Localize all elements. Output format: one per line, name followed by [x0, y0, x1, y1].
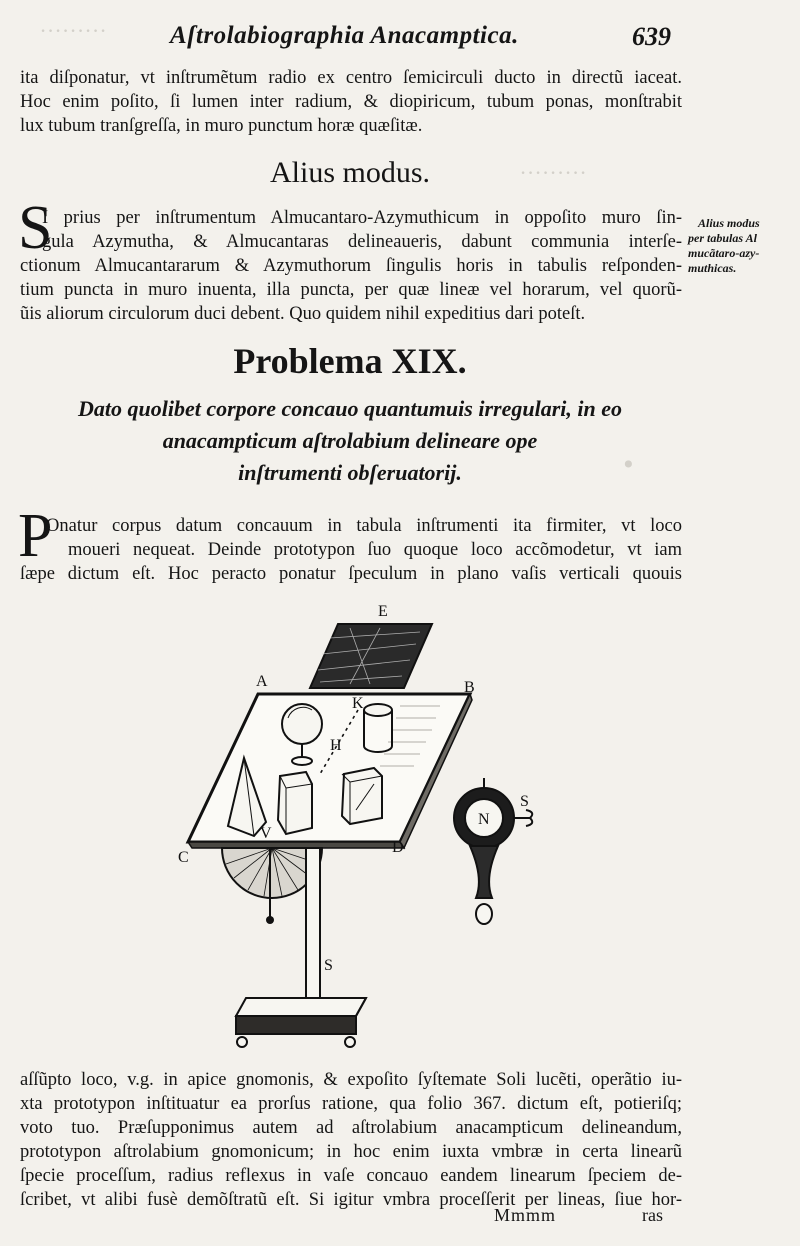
text-line: lux tubum tranſgreſſa, in muro punctum horæ quæſitæ. — [20, 116, 423, 136]
paragraph-main — [20, 514, 682, 586]
page-number: 639 — [632, 22, 671, 51]
statement-line: anacampticum aſtrolabium delineare ope — [162, 428, 538, 453]
figure-label-d: D — [392, 839, 404, 856]
figure-label-v: V — [260, 825, 272, 842]
bleed-through-mark: ········· — [40, 18, 108, 43]
text-line: ſpecie proceſſum, radius reflexus in vaſe concauo eandem linearum ſpeciem de- — [20, 1166, 682, 1186]
instrument-illustration — [170, 598, 570, 1060]
text-line: voto tuo. Præſupponimus autem ad aſtrolabium anacampticum delineandum, — [20, 1118, 682, 1138]
figure-label-c: C — [178, 849, 189, 866]
text-line: xta prototypon inſtituatur ea prorſus ratione, qua folio 367. dictum eſt, potieriſq; — [20, 1094, 682, 1114]
bleed-through-mark: ········· — [520, 160, 588, 185]
text-line: gula Azymutha, & Almucantaras delineaueris, dabunt communia interſe- — [42, 232, 682, 252]
figure-label-n: N — [478, 811, 490, 828]
text-line: moueri nequeat. Deinde prototypon ſuo quoque loco accõmodetur, vt iam — [68, 540, 682, 560]
text-line: Onatur corpus datum concauum in tabula inſtrumenti ita firmiter, vt loco — [46, 516, 682, 536]
text-line: ſcribet, vt alibi fusè demõſtratũ eſt. Si igitur vmbra proceſſerit per lineas, ſiue hor- — [20, 1190, 682, 1210]
figure-label-a: A — [256, 673, 268, 690]
margin-note-line: mucãtaro-azy- — [688, 246, 760, 260]
figure-label-e: E — [378, 603, 388, 620]
mirror-panel — [310, 624, 432, 688]
paragraph-alius-modus — [20, 206, 682, 326]
paragraph-bottom — [20, 1068, 682, 1212]
text-line: Hoc enim poſito, ſi lumen inter radium, & diopiricum, tubum ponas, monſtrabit — [20, 92, 682, 112]
text-line: ctionum Almucantararum & Azymuthorum ſingulis horis in tabulis reſponden- — [20, 256, 682, 276]
figure-label-k: K — [352, 695, 364, 712]
margin-note — [688, 216, 793, 276]
text-line: I prius per inſtrumentum Almucantaro-Azymuthicum in oppoſito muro ſin- — [42, 208, 682, 228]
section-heading-problema: Problema XIX. — [233, 341, 467, 381]
page-header — [0, 22, 800, 52]
text-line: ſæpe dictum eſt. Hoc peracto ponatur ſpeculum in plano vaſis verticali quouis — [20, 564, 682, 584]
figure-label-s-screw: S — [520, 793, 529, 810]
margin-note-line: muthicas. — [688, 261, 737, 275]
figure-label-b: B — [464, 679, 475, 696]
statement-line: inſtrumenti obſeruatorij. — [238, 460, 462, 485]
text-line: aſſũpto loco, v.g. in apice gnomonis, & expoſito ſyſtemate Soli lucẽti, operãtio iu- — [20, 1070, 682, 1090]
drop-cap-s: S — [18, 194, 53, 262]
margin-note-line: per tabulas Al — [688, 231, 757, 245]
statement-line: Dato quolibet corpore concauo quantumuis irregulari, in eo — [78, 396, 622, 421]
figure-label-h: H — [330, 737, 342, 754]
drop-cap-p: P — [18, 502, 53, 570]
bleed-through-mark: · — [620, 431, 637, 497]
text-line: ũis aliorum circulorum duci debent. Quo quidem nihil expeditius dari poteſt. — [20, 304, 586, 324]
section-heading-alius-modus: Alius modus. — [269, 156, 431, 189]
text-line: prototypon aſtrolabium gnomonicum; in hoc enim iuxta vmbræ in certa linearũ — [20, 1142, 682, 1162]
margin-note-line: Alius modus — [698, 216, 760, 230]
figure-label-s-post: S — [324, 957, 333, 974]
text-line: tium puncta in muro inuenta, illa puncta, per quæ lineæ vel horarum, vel quorũ- — [20, 280, 682, 300]
catchword: ras — [642, 1205, 663, 1225]
running-title: Aſtrolabiographia Anacamptica. — [170, 22, 519, 49]
paragraph-top — [20, 66, 682, 138]
text-line: ita diſponatur, vt inſtrumẽtum radio ex centro ſemicirculi ducto in directũ iaceat. — [20, 68, 682, 88]
signature-mark: Mmmm — [494, 1205, 557, 1225]
